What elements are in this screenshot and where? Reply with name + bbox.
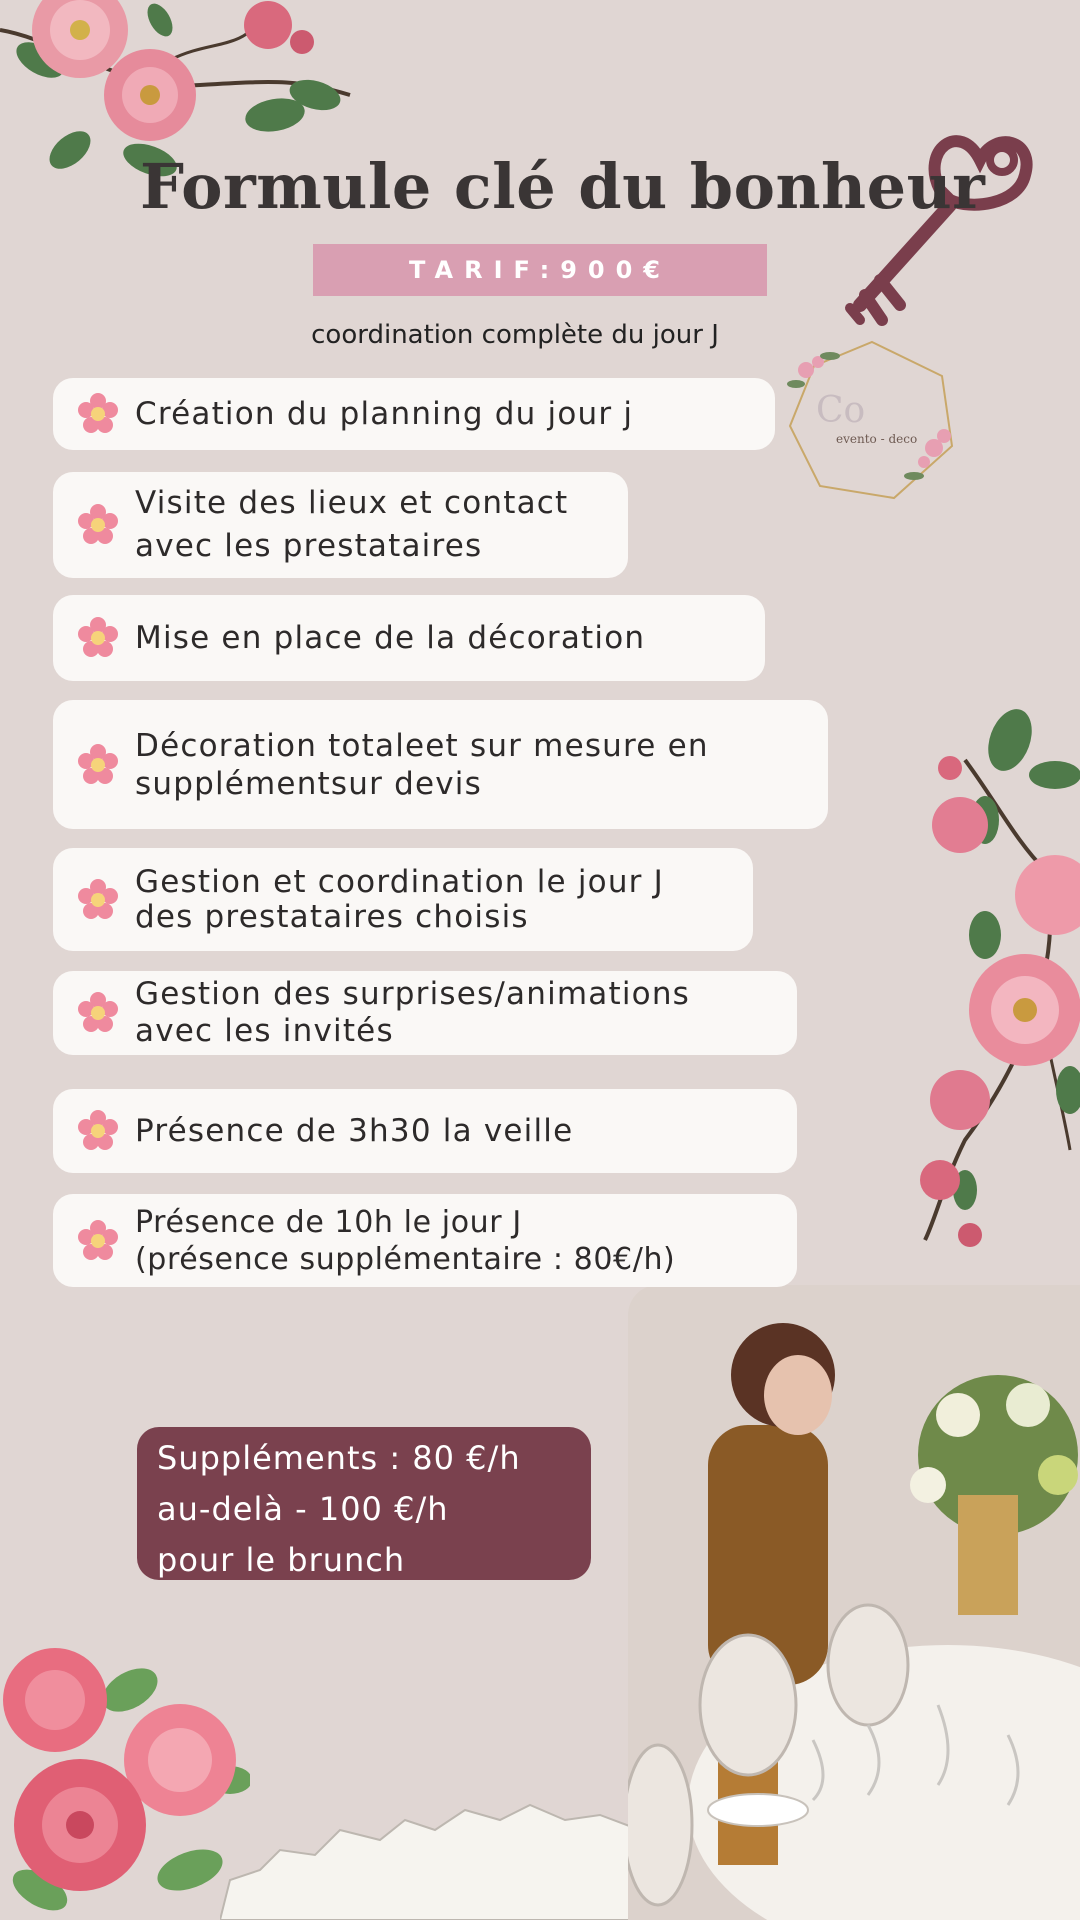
list-item [53, 472, 628, 578]
flower-bullet-icon [75, 615, 121, 661]
flower-bullet-icon [75, 391, 121, 437]
list-item [53, 595, 765, 681]
list-item [53, 971, 797, 1055]
list-item-label: Mise en place de la décoration [135, 620, 646, 656]
list-item-label: Présence de 10h le jour J (présence supplémentaire : 80€/h) [135, 1204, 676, 1277]
torn-paper-decoration [220, 1760, 640, 1920]
list-item [53, 378, 775, 450]
list-item-label: Décoration totaleet sur mesure en supplémentsur devis [135, 727, 709, 802]
list-item [53, 1089, 797, 1173]
list-item [53, 848, 753, 951]
rose-decoration [0, 1640, 250, 1920]
flower-bullet-icon [75, 1218, 121, 1264]
flower-bullet-icon [75, 502, 121, 548]
flower-bullet-icon [75, 877, 121, 923]
svg-text:Co: Co [816, 390, 866, 431]
price-badge: TARIF:900€ [313, 244, 767, 296]
flower-bullet-icon [75, 742, 121, 788]
event-photo [628, 1285, 1080, 1920]
list-item [53, 700, 828, 829]
flower-bullet-icon [75, 990, 121, 1036]
list-item-label: Présence de 3h30 la veille [135, 1113, 574, 1149]
list-item-label: Gestion et coordination le jour J des prestataires choisis [135, 863, 665, 935]
flower-bullet-icon [75, 1108, 121, 1154]
logo-wreath [784, 336, 960, 506]
flower-branch-right [905, 700, 1080, 1260]
logo-text: evento - deco [836, 432, 918, 446]
list-item-label: Création du planning du jour j [135, 396, 634, 432]
subtitle: coordination complète du jour J [311, 320, 719, 350]
page-title: Formule clé du bonheur [140, 150, 986, 223]
list-item-label: Visite des lieux et contact avec les prestataires [135, 485, 569, 564]
supplements-box: Suppléments : 80 €/h au-delà - 100 €/h pour le brunch [137, 1427, 591, 1580]
list-item [53, 1194, 797, 1287]
list-item-label: Gestion des surprises/animations avec les invités [135, 976, 691, 1049]
